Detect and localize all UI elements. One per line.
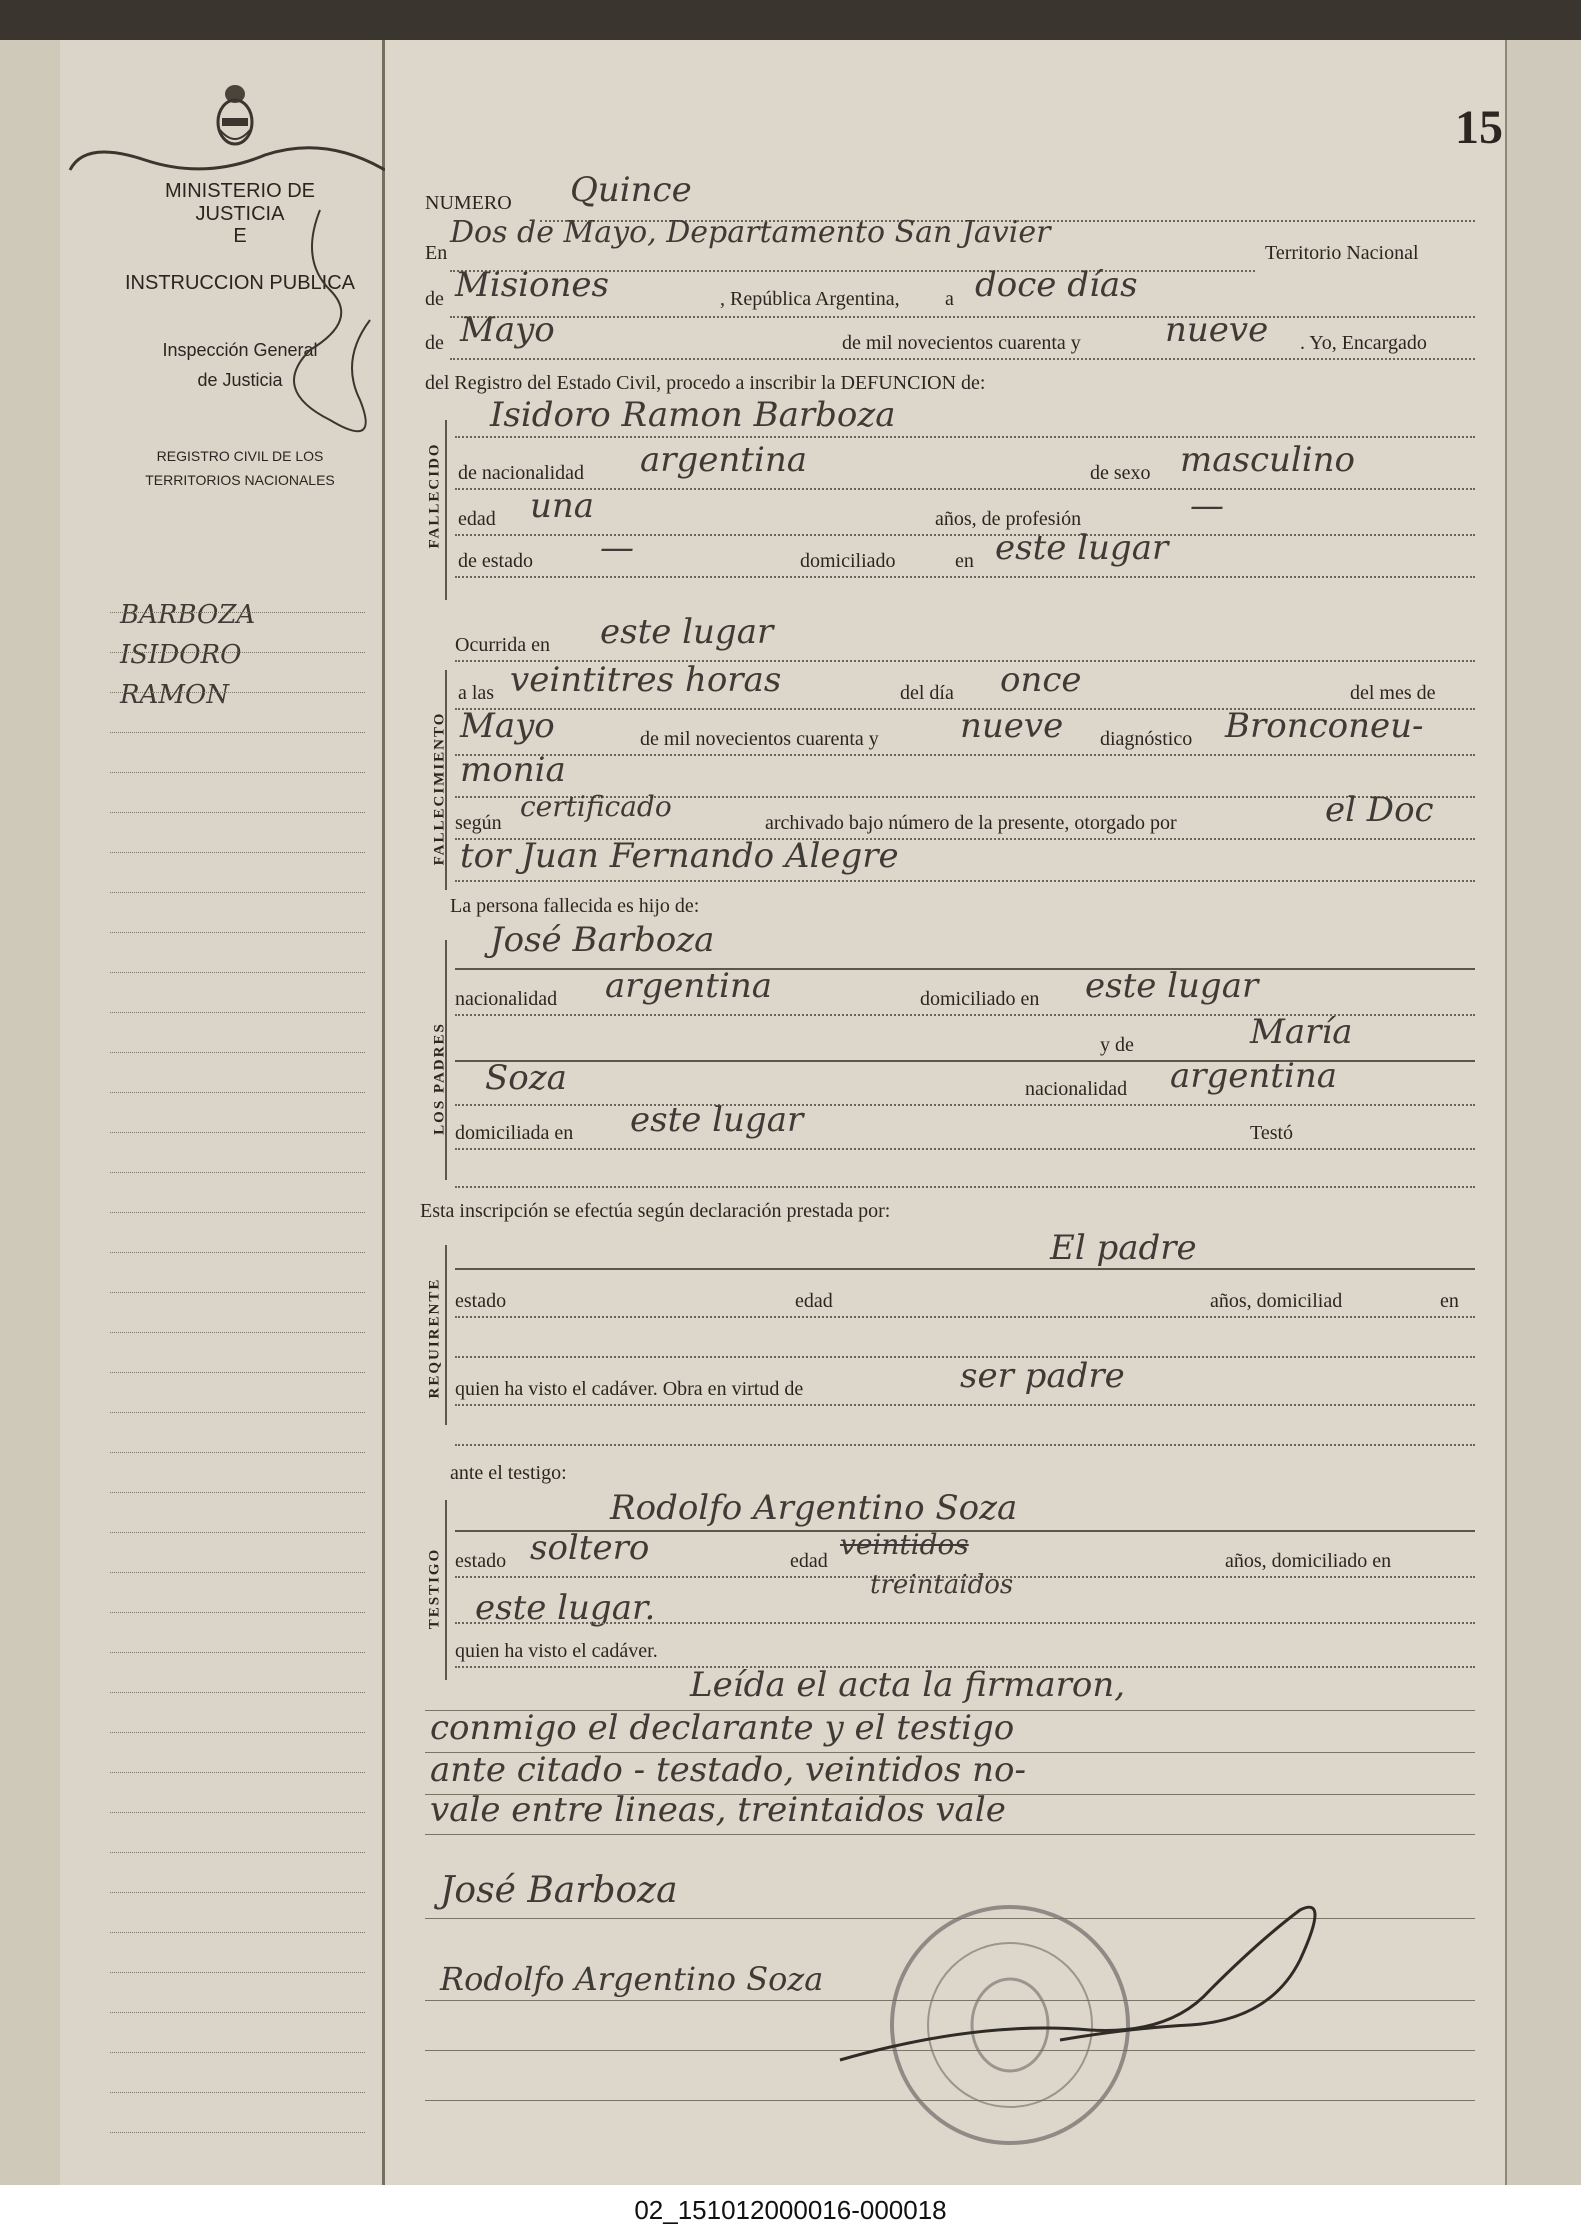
anio2-value: nueve [960,706,1064,746]
domiciliado-label: domiciliado [800,550,896,572]
novecientos-label: de mil novecientos cuarenta y [842,332,1081,354]
req-estado-label: estado [455,1290,507,1312]
segun-value: certificado [520,790,672,823]
test-estado-label: estado [455,1550,507,1572]
line [455,1444,1475,1446]
inspection-line1: Inspección General [162,340,318,360]
registrar-signature-icon [830,1900,1370,2080]
nombre-value: Isidoro Ramon Barboza [490,395,896,435]
nac-padre-label: nacionalidad [455,988,558,1010]
madre-value2: Soza [485,1058,567,1098]
stub-line [110,1692,365,1693]
de2-label: de [425,332,444,354]
stub-line [110,1772,365,1773]
sexo-label: de sexo [1090,462,1151,484]
estado-label: de estado [458,550,533,572]
stub-line [110,1132,365,1133]
section-padres: LOS PADRES [431,1022,448,1135]
stub-line [110,852,365,853]
stub-line [110,812,365,813]
line [425,1834,1475,1835]
y-de-label: y de [1100,1034,1134,1056]
territorio-value: Misiones [455,265,609,305]
stub-signature-icon [250,200,390,460]
stub-surname: BARBOZA [120,600,256,630]
line [455,436,1475,438]
stub-line [110,1292,365,1293]
line [450,358,1475,360]
stub-line [110,2052,365,2053]
diagnostico-value: Bronconeu- [1225,706,1424,746]
stub-line [110,1932,365,1933]
en-label: En [425,242,448,264]
de-label: de [425,288,444,310]
dom-padre-label: domiciliado en [920,988,1040,1010]
profesion-value: — [1190,486,1224,526]
stub-line [110,1092,365,1093]
dia-fallec-value: once [1000,660,1082,700]
stub-line [110,1652,365,1653]
nac-madre-value: argentina [1170,1056,1338,1096]
test-edad-value2: treintaidos [870,1570,1014,1600]
section-requirente: REQUIRENTE [426,1277,443,1399]
registro-text: del Registro del Estado Civil, procedo a inscribir la DEFUNCION de: [425,372,986,394]
line [455,1148,1475,1150]
req-edad-label: edad [795,1290,833,1312]
line [455,880,1475,882]
padre-value: José Barboza [490,920,715,960]
line [455,1622,1475,1624]
nota-line2: conmigo el declarante y el testigo [430,1708,1015,1748]
stub-line [110,972,365,973]
death-record-form [385,40,1505,2185]
nac-padre-value: argentina [605,966,773,1006]
ministry-line1: MINISTERIO DE JUSTICIA [164,180,315,225]
stub-line [110,1452,365,1453]
inscripcion-label: Esta inscripción se efectúa según declaración prestada por: [420,1200,891,1222]
test-visto-label: quien ha visto el cadáver. [455,1640,658,1662]
stub-line [110,1172,365,1173]
del-dia-label: del día [900,682,954,704]
line [455,754,1475,756]
hijo-label: La persona fallecida es hijo de: [450,895,700,917]
stub-line [110,892,365,893]
stub-line [110,1372,365,1373]
stub-given1: ISIDORO [120,640,242,670]
next-page-edge [1505,40,1581,2185]
page-number: 15 [1455,101,1503,154]
a-las-label: a las [458,682,495,704]
ocurrida-label: Ocurrida en [455,634,550,656]
test-edad-label: edad [790,1550,828,1572]
stub-line [110,732,365,733]
section-testigo: TESTIGO [426,1547,443,1630]
line [450,316,1475,318]
nota-line4: vale entre lineas, treintaidos vale [430,1790,1006,1830]
section-fallecido: FALLECIDO [426,442,443,549]
numero-value: Quince [570,170,692,210]
estado-value: — [600,528,634,568]
nota-line1: Leída el acta la firmaron, [690,1665,1126,1705]
sexo-value: masculino [1180,440,1356,480]
hora-value: veintitres horas [510,660,782,700]
obra-value: ser padre [960,1356,1125,1396]
bracket-fallecimiento [445,670,447,890]
req-anos-label: años, domiciliad [1210,1290,1343,1312]
inspection-line2: de Justicia [197,370,283,390]
image-footer [0,2185,1581,2235]
doctor-value2: tor Juan Fernando Alegre [460,836,899,876]
stub-line [110,1252,365,1253]
republica-label: , República Argentina, [720,288,900,310]
stub-line [110,1012,365,1013]
stub-line [110,1532,365,1533]
nac-madre-label: nacionalidad [1025,1078,1128,1100]
nacionalidad-value: argentina [640,440,808,480]
nota-line3: ante citado - testado, veintidos no- [430,1750,1026,1790]
ministry-line3: INSTRUCCION PUBLICA [124,272,356,294]
visto-label: quien ha visto el cadáver. Obra en virtud de [455,1378,804,1400]
line [455,1104,1475,1106]
stub-line [110,1812,365,1813]
en2-label: en [955,550,974,572]
line [455,1268,1475,1270]
footer-code: 02_151012000016-000018 [634,2195,947,2225]
a-label: a [945,288,954,310]
testo-label: Testó [1250,1122,1294,1144]
bracket-testigo [445,1500,447,1680]
testigo-value: Rodolfo Argentino Soza [610,1488,1018,1528]
nacionalidad-label: de nacionalidad [458,462,585,484]
stub-line [110,2012,365,2013]
ministry-line2: E [233,225,247,247]
diagnostico-value2: monia [460,750,566,790]
line [455,1316,1475,1318]
registry-line1: REGISTRO CIVIL DE LOS [156,448,324,464]
diagnostico-label: diagnóstico [1100,728,1193,750]
declarante-value: El padre [1050,1228,1197,1268]
en-value: Dos de Mayo, Departamento San Javier [450,215,1051,250]
stub-line [110,1412,365,1413]
edad-label: edad [458,508,496,530]
stub-line [110,932,365,933]
stub-line [110,1492,365,1493]
line [455,488,1475,490]
stub-given2: RAMON [120,680,230,710]
edad-value: una [530,486,595,526]
stub-line [110,1972,365,1973]
stub-line [110,772,365,773]
stub-line [110,692,365,693]
registry-line2: TERRITORIOS NACIONALES [145,472,335,488]
test-anos-label: años, domiciliado en [1225,1550,1392,1572]
segun-label: según [455,812,502,834]
territorio-label: Territorio Nacional [1265,242,1419,264]
stub-line [110,652,365,653]
book-top-edge [0,0,1581,40]
line [455,1186,1475,1188]
bracket-fallecido [445,420,447,600]
section-fallecimiento: FALLECIMIENTO [431,711,448,866]
encargado-label: . Yo, Encargado [1300,332,1427,354]
stub-line [110,1612,365,1613]
stub-line [110,2132,365,2133]
anio-value: nueve [1165,310,1269,350]
previous-page-edge [0,40,62,2185]
domicilio-value: este lugar [995,528,1169,568]
madre-value: María [1250,1012,1353,1052]
stub-line [110,1212,365,1213]
anos-profesion-label: años, de profesión [935,508,1082,530]
stub-line [110,1052,365,1053]
mes-value: Mayo [460,310,555,350]
stub-line [110,1852,365,1853]
stub-line [110,1732,365,1733]
del-mes-label: del mes de [1350,682,1436,704]
archivado-label: archivado bajo número de la presente, otorgado por [765,812,1177,834]
dia-value: doce días [975,265,1138,305]
line [455,1404,1475,1406]
record-stub [60,40,385,2185]
mes-fallec-value: Mayo [460,706,555,746]
stub-line [110,2092,365,2093]
ocurrida-value: este lugar [600,612,774,652]
firma-declarante: José Barboza [440,1870,678,1911]
novecientos2-label: de mil novecientos cuarenta y [640,728,879,750]
test-dom-value: este lugar. [475,1588,656,1628]
stub-line [110,1332,365,1333]
doctor-value: el Doc [1325,790,1434,830]
firma-testigo: Rodolfo Argentino Soza [440,1960,824,1998]
stub-line [110,1892,365,1893]
stub-line [110,1572,365,1573]
req-en-label: en [1440,1290,1459,1312]
numero-label: NUMERO [425,192,512,214]
dom-padre-value: este lugar [1085,966,1259,1006]
dom-madre-value: este lugar [630,1100,804,1140]
dom-madre-label: domiciliada en [455,1122,574,1144]
stub-line [110,612,365,613]
line [455,576,1475,578]
bracket-padres [445,940,447,1180]
bracket-requirente [445,1245,447,1425]
testigo-label: ante el testigo: [450,1462,567,1484]
test-edad-value: veintidos [840,1528,969,1561]
test-estado-value: soltero [530,1528,650,1568]
